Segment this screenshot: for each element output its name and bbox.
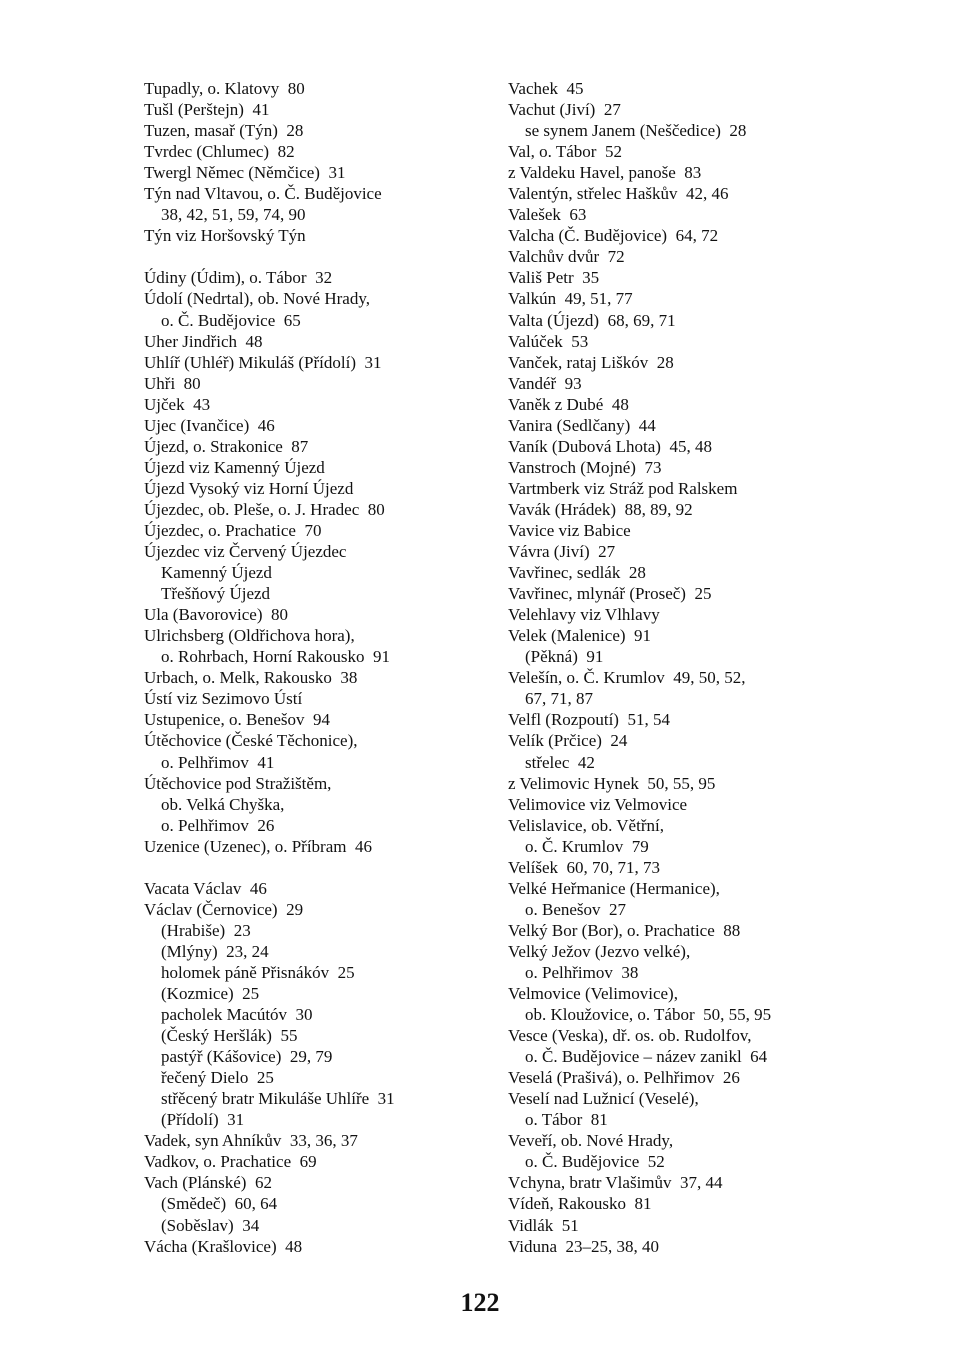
index-entry: Ujec (Ivančice) 46 (144, 415, 275, 435)
index-entry: Újezd Vysoký viz Horní Újezd (144, 478, 354, 498)
index-entry: Uher Jindřich 48 (144, 331, 263, 351)
index-entry: Ustupenice, o. Benešov 94 (144, 710, 331, 730)
index-entry: Újezd, o. Strakonice 87 (144, 436, 309, 456)
index-entry: Újezdec, ob. Pleše, o. J. Hradec 80 (144, 499, 385, 519)
index-subentry: se synem Janem (Neščedice) 28 (525, 121, 747, 141)
index-entry: Vávra (Jiví) 27 (508, 542, 616, 562)
index-entry: Údiny (Údim), o. Tábor 32 (144, 268, 333, 288)
index-subentry: Kamenný Újezd (161, 563, 272, 583)
index-entry: Vandéř 93 (508, 373, 582, 393)
blank-line (144, 857, 464, 878)
index-subentry: (Smědeč) 60, 64 (161, 1194, 278, 1214)
index-entry: Uhlíř (Uhléř) Mikuláš (Přídolí) 31 (144, 352, 382, 372)
index-entry: Ústí viz Sezimovo Ústí (144, 689, 303, 709)
index-entry: Vadek, syn Ahníkův 33, 36, 37 (144, 1131, 358, 1151)
index-column-left (144, 78, 464, 1257)
index-entry: Tvrdec (Chlumec) 82 (144, 142, 295, 162)
index-entry: Velké Heřmanice (Hermanice), (508, 878, 720, 898)
index-subentry: o. Rohrbach, Horní Rakousko 91 (161, 647, 391, 667)
index-entry: Vartmberk viz Stráž pod Ralskem (508, 478, 738, 498)
index-entry: Val, o. Tábor 52 (508, 142, 622, 162)
index-entry: Ujček 43 (144, 394, 211, 414)
index-subentry: pacholek Macútóv 30 (161, 1005, 313, 1025)
index-entry: Velík (Prčice) 24 (508, 731, 628, 751)
index-entry: Vavák (Hrádek) 88, 89, 92 (508, 499, 693, 519)
blank-line (144, 246, 464, 267)
index-entry: Uhři 80 (144, 373, 201, 393)
index-entry: Velký Bor (Bor), o. Prachatice 88 (508, 920, 741, 940)
index-entry: Tupadly, o. Klatovy 80 (144, 79, 305, 98)
index-entry: Vesce (Veska), dř. os. ob. Rudolfov, (508, 1026, 752, 1046)
index-entry: Ula (Bavorovice) 80 (144, 605, 288, 625)
index-entry: Údolí (Nedrtal), ob. Nové Hrady, (144, 289, 370, 309)
index-subentry: řečený Dielo 25 (161, 1068, 274, 1088)
index-entry: Velký Ježov (Jezvo velké), (508, 941, 691, 961)
index-entry: Valúček 53 (508, 331, 589, 351)
index-subentry: o. Č. Budějovice 65 (161, 310, 301, 330)
index-entry: Vanček, rataj Liškóv 28 (508, 352, 674, 372)
index-entry: Týn viz Horšovský Týn (144, 226, 306, 246)
index-column-right (508, 78, 828, 1257)
index-subentry: 38, 42, 51, 59, 74, 90 (161, 205, 306, 225)
index-entry: Velehlavy viz Vlhlavy (508, 605, 660, 625)
index-entry: Vavřinec, mlynář (Proseč) 25 (508, 584, 712, 604)
index-subentry: holomek páně Přisnákóv 25 (161, 962, 355, 982)
index-subentry: (Hrabiše) 23 (161, 920, 251, 940)
index-entry: Vanstroch (Mojné) 73 (508, 457, 662, 477)
index-entry: Útěchovice (České Těchonice), (144, 731, 358, 751)
index-subentry: (Kozmice) 25 (161, 984, 260, 1004)
index-entry: Újezdec viz Červený Újezdec (144, 542, 347, 562)
index-subentry: střěcený bratr Mikuláše Uhlíře 31 (161, 1089, 395, 1109)
index-entry: z Velimovic Hynek 50, 55, 95 (508, 773, 716, 793)
index-subentry: o. Pelhřimov 41 (161, 752, 275, 772)
index-entry: Vaněk z Dubé 48 (508, 394, 629, 414)
index-entry: Vanira (Sedlčany) 44 (508, 415, 656, 435)
index-entry: Velmovice (Velimovice), (508, 984, 678, 1004)
index-entry: Velíšek 60, 70, 71, 73 (508, 857, 661, 877)
index-entry: Valkún 49, 51, 77 (508, 289, 633, 309)
index-entry: Velfl (Rozpoutí) 51, 54 (508, 710, 670, 730)
index-subentry: o. Tábor 81 (525, 1110, 608, 1130)
index-subentry: (Pěkná) 91 (525, 647, 604, 667)
index-entry: Tuzen, masař (Týn) 28 (144, 121, 304, 141)
index-entry: Velek (Malenice) 91 (508, 626, 652, 646)
index-entry: Týn nad Vltavou, o. Č. Budějovice (144, 184, 382, 204)
index-entry: Újezd viz Kamenný Újezd (144, 457, 325, 477)
index-entry: Vchyna, bratr Vlašimův 37, 44 (508, 1173, 723, 1193)
index-entry: Veselí nad Lužnicí (Veselé), (508, 1089, 699, 1109)
index-entry: Vavice viz Babice (508, 520, 631, 540)
index-subentry: Třešňový Újezd (161, 584, 271, 604)
index-entry: z Valdeku Havel, panoše 83 (508, 163, 702, 183)
index-entry: Vachek 45 (508, 79, 584, 98)
index-entry: Vídeň, Rakousko 81 (508, 1194, 652, 1214)
index-entry: Vach (Plánské) 62 (144, 1173, 272, 1193)
index-entry: Veveří, ob. Nové Hrady, (508, 1131, 674, 1151)
index-subentry: pastýř (Kášovice) 29, 79 (161, 1047, 333, 1067)
index-entry: Vácha (Krašlovice) 48 (144, 1236, 303, 1256)
index-entry: Valta (Újezd) 68, 69, 71 (508, 310, 676, 330)
index-subentry: (Český Heršlák) 55 (161, 1026, 298, 1046)
index-subentry: o. Č. Budějovice 52 (525, 1152, 665, 1172)
index-entry: Valešek 63 (508, 205, 587, 225)
page-number: 122 (460, 1288, 500, 1317)
index-entry: Uzenice (Uzenec), o. Příbram 46 (144, 836, 372, 856)
index-subentry: (Mlýny) 23, 24 (161, 941, 269, 961)
index-entry: Valcha (Č. Budějovice) 64, 72 (508, 226, 719, 246)
index-entry: Velimovice viz Velmovice (508, 794, 688, 814)
index-entry: Útěchovice pod Stražištěm, (144, 773, 332, 793)
index-entry: Václav (Černovice) 29 (144, 899, 304, 919)
index-entry: Vidlák 51 (508, 1215, 579, 1235)
index-entry: Velešín, o. Č. Krumlov 49, 50, 52, (508, 668, 746, 688)
index-entry: Tušl (Perštejn) 41 (144, 100, 270, 120)
index-entry: Urbach, o. Melk, Rakousko 38 (144, 668, 358, 688)
index-entry: Valchův dvůr 72 (508, 247, 625, 267)
index-subentry: o. Č. Budějovice – název zanikl 64 (525, 1047, 768, 1067)
index-entry: Vacata Václav 46 (144, 878, 267, 898)
index-entry: Vaník (Dubová Lhota) 45, 48 (508, 436, 712, 456)
index-entry: Veselá (Prašivá), o. Pelhřimov 26 (508, 1068, 740, 1088)
index-entry: Velislavice, ob. Větřní, (508, 815, 664, 835)
index-entry: Viduna 23–25, 38, 40 (508, 1236, 660, 1256)
index-subentry: (Soběslav) 34 (161, 1215, 260, 1235)
index-subentry: 67, 71, 87 (525, 689, 593, 709)
index-subentry: střelec 42 (525, 752, 595, 772)
index-subentry: o. Pelhřimov 38 (525, 962, 639, 982)
index-entry: Vadkov, o. Prachatice 69 (144, 1152, 317, 1172)
index-subentry: o. Pelhřimov 26 (161, 815, 275, 835)
index-entry: Vališ Petr 35 (508, 268, 600, 288)
index-entry: Ulrichsberg (Oldřichova hora), (144, 626, 355, 646)
index-subentry: o. Benešov 27 (525, 899, 627, 919)
index-entry: Vachut (Jiví) 27 (508, 100, 621, 120)
index-subentry: ob. Kloužovice, o. Tábor 50, 55, 95 (525, 1005, 772, 1025)
index-subentry: o. Č. Krumlov 79 (525, 836, 649, 856)
index-subentry: ob. Velká Chyška, (161, 794, 285, 814)
index-entry: Újezdec, o. Prachatice 70 (144, 520, 322, 540)
index-subentry: (Přídolí) 31 (161, 1110, 245, 1130)
index-entry: Twergl Němec (Němčice) 31 (144, 163, 346, 183)
index-entry: Valentýn, střelec Haškův 42, 46 (508, 184, 729, 204)
index-entry: Vavřinec, sedlák 28 (508, 563, 646, 583)
